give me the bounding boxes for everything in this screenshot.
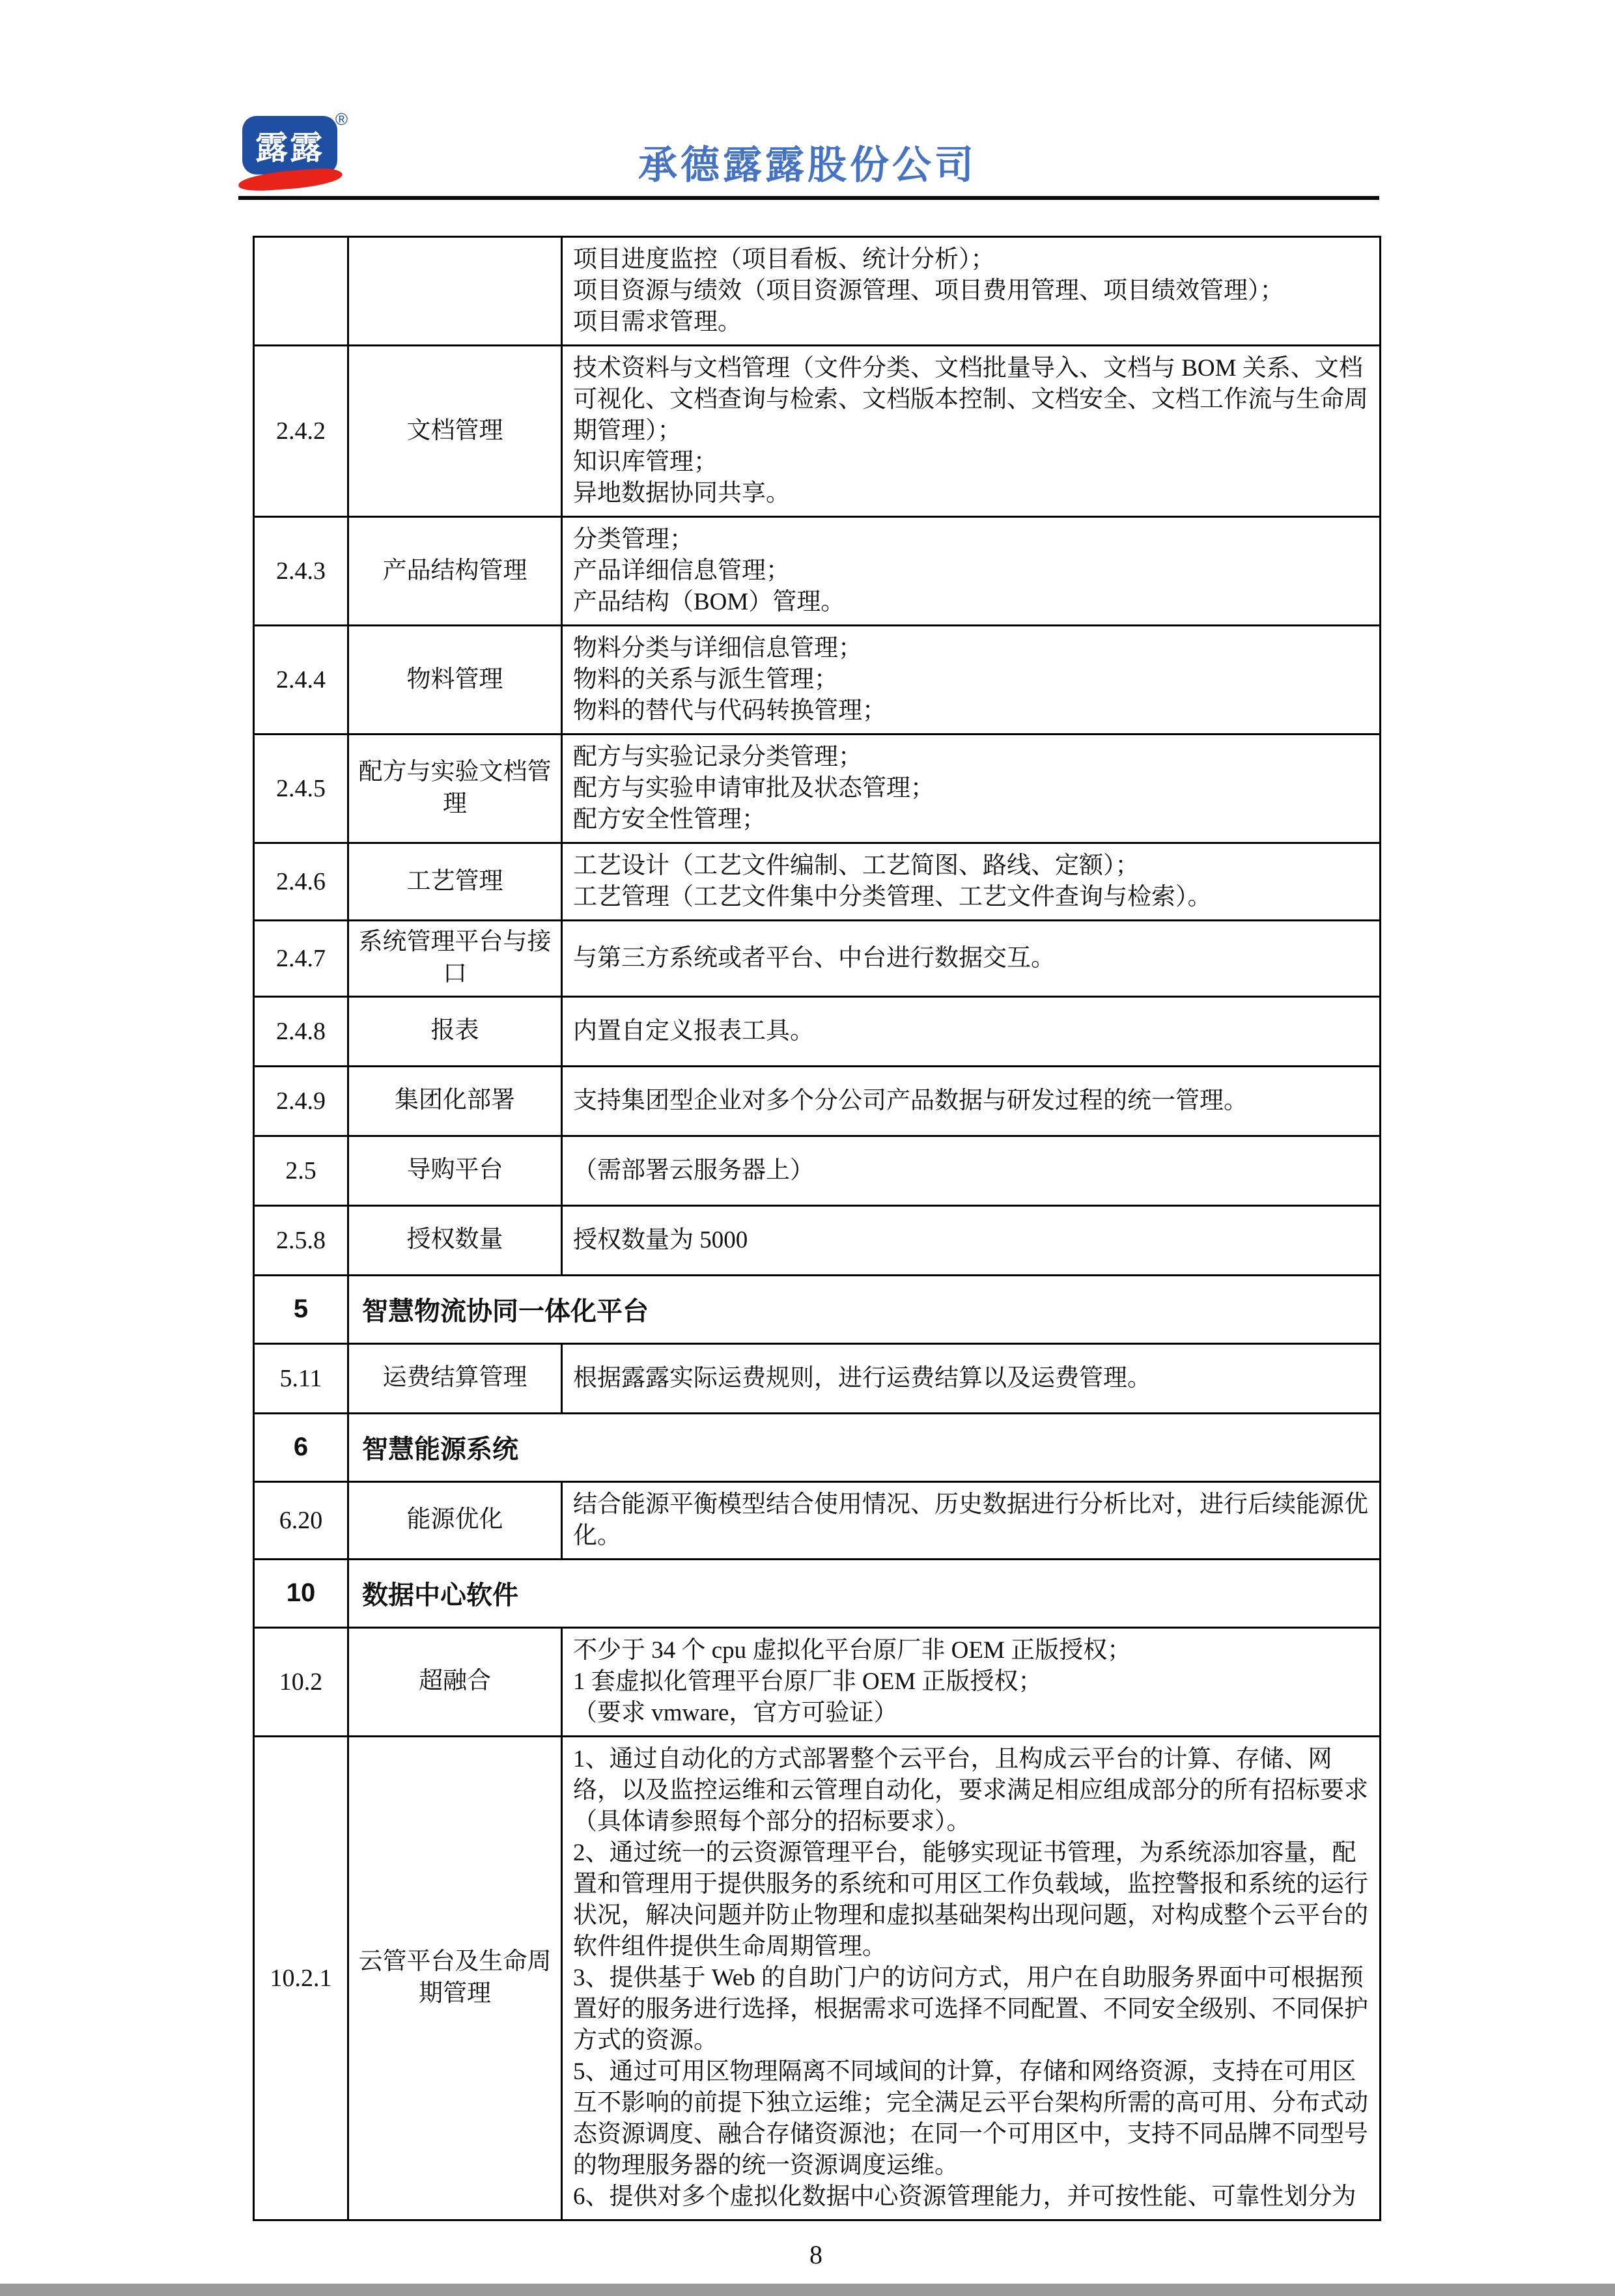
desc-paragraph: 支持集团型企业对多个分公司产品数据与研发过程的统一管理。	[573, 1087, 1248, 1114]
item-desc-cell	[562, 1136, 1381, 1205]
desc-paragraph: 6、提供对多个虚拟化数据中心资源管理能力，并可按性能、可靠性划分为	[573, 2183, 1356, 2210]
desc-paragraph: 项目资源与绩效（项目资源管理、项目费用管理、项目绩效管理）；	[573, 277, 1284, 304]
row-number-cell: 10.2	[254, 1627, 348, 1736]
desc-paragraph: 配方安全性管理；	[573, 806, 766, 833]
item-desc-cell	[562, 626, 1381, 735]
desc-paragraph: 知识库管理；	[573, 449, 718, 475]
table-row	[254, 1136, 1381, 1205]
item-name-cell: 工艺管理	[348, 843, 562, 921]
desc-paragraph: 异地数据协同共享。	[573, 480, 790, 507]
desc-paragraph: （需部署云服务器上）	[573, 1156, 814, 1184]
item-desc-cell	[562, 843, 1381, 921]
page-title: 承德露露股份公司	[638, 143, 977, 187]
desc-paragraph: 产品详细信息管理；	[573, 557, 790, 584]
item-desc-cell	[562, 1481, 1381, 1559]
item-name-cell: 集团化部署	[348, 1066, 562, 1136]
desc-paragraph: 项目进度监控（项目看板、统计分析）；	[573, 246, 995, 273]
row-number-cell: 2.4.8	[254, 996, 348, 1066]
desc-paragraph: 技术资料与文档管理（文件分类、文档批量导入、文档与 BOM 关系、文档可视化、文档查询与检索、文档版本控制、文档安全、文档工作流与生命周期管理）；	[573, 355, 1368, 444]
item-desc-cell	[562, 1736, 1381, 2220]
desc-paragraph: 物料的关系与派生管理；	[573, 666, 838, 693]
registered-mark-icon: ®	[335, 109, 348, 129]
desc-paragraph: 物料分类与详细信息管理；	[573, 635, 862, 662]
desc-paragraph: 5、通过可用区物理隔离不同域间的计算，存储和网络资源，支持在可用区互不影响的前提下独立运维；完全满足云平台架构所需的高可用、分布式动态资源调度、融合存储资源池；在同一个可用区中，支持不同品牌不同型号的物理服务器的统一资源调度运维。	[573, 2058, 1368, 2179]
row-number-cell: 2.4.2	[254, 346, 348, 517]
item-name-cell: 授权数量	[348, 1205, 562, 1275]
item-name-cell: 导购平台	[348, 1136, 562, 1205]
item-name-cell: 文档管理	[348, 346, 562, 517]
section-title-cell: 智慧物流协同一体化平台	[348, 1275, 1381, 1343]
table-row	[254, 517, 1381, 626]
desc-paragraph: 3、提供基于 Web 的自助门户的访问方式，用户在自助服务界面中可根据预置好的服务进行选择，根据需求可选择不同配置、不同安全级别、不同保护方式的资源。	[573, 1964, 1368, 2054]
row-number-cell: 2.5.8	[254, 1205, 348, 1275]
desc-paragraph: 项目需求管理。	[573, 309, 742, 335]
item-name-cell	[348, 237, 562, 346]
desc-paragraph: 分类管理；	[573, 526, 694, 553]
item-desc-cell	[562, 1343, 1381, 1413]
page-number: 8	[809, 2239, 822, 2269]
desc-paragraph: 2、通过统一的云资源管理平台，能够实现证书管理，为系统添加容量，配置和管理用于提供服务的系统和可用区工作负载域，监控警报和系统的运行状况，解决问题并防止物理和虚拟基础架构出现问题，对构成整个云平台的软件组件提供生命周期管理。	[573, 1839, 1368, 1960]
item-name-cell: 物料管理	[348, 626, 562, 735]
desc-paragraph: 配方与实验申请审批及状态管理；	[573, 775, 934, 802]
row-number-cell: 2.4.5	[254, 735, 348, 843]
table-row	[254, 1481, 1381, 1559]
item-desc-cell	[562, 1205, 1381, 1275]
requirements-table	[253, 236, 1381, 2221]
row-number-cell: 2.4.6	[254, 843, 348, 921]
table-row	[254, 1627, 1381, 1736]
row-number-cell: 2.4.4	[254, 626, 348, 735]
desc-paragraph: 内置自定义报表工具。	[573, 1017, 814, 1044]
row-number-cell: 10	[254, 1559, 348, 1627]
table-row	[254, 626, 1381, 735]
item-name-cell: 能源优化	[348, 1481, 562, 1559]
section-row	[254, 1275, 1381, 1343]
row-number-cell	[254, 237, 348, 346]
item-desc-cell	[562, 237, 1381, 346]
desc-paragraph: 工艺管理（工艺文件集中分类管理、工艺文件查询与检索）。	[573, 884, 1212, 910]
row-number-cell: 10.2.1	[254, 1736, 348, 2220]
desc-paragraph: 1 套虚拟化管理平台原厂非 OEM 正版授权；	[573, 1668, 1043, 1695]
section-row	[254, 1413, 1381, 1481]
row-number-cell: 2.4.3	[254, 517, 348, 626]
desc-paragraph: 结合能源平衡模型结合使用情况、历史数据进行分析比对，进行后续能源优化。	[573, 1491, 1368, 1549]
row-number-cell: 5	[254, 1275, 348, 1343]
item-name-cell: 报表	[348, 996, 562, 1066]
row-number-cell: 6.20	[254, 1481, 348, 1559]
item-desc-cell	[562, 921, 1381, 997]
table-row	[254, 1343, 1381, 1413]
content-area	[253, 236, 1379, 2296]
table-row	[254, 1736, 1381, 2220]
desc-paragraph: 产品结构（BOM）管理。	[573, 589, 845, 615]
desc-paragraph: 授权数量为 5000	[573, 1226, 748, 1253]
row-number-cell: 5.11	[254, 1343, 348, 1413]
table-row	[254, 1066, 1381, 1136]
item-desc-cell	[562, 1627, 1381, 1736]
table-row	[254, 843, 1381, 921]
desc-paragraph: （要求 vmware，官方可验证）	[573, 1699, 898, 1726]
table-row	[254, 996, 1381, 1066]
desc-paragraph: 物料的替代与代码转换管理；	[573, 697, 886, 724]
item-name-cell: 超融合	[348, 1627, 562, 1736]
item-name-cell: 云管平台及生命周期管理	[348, 1736, 562, 2220]
item-name-cell: 配方与实验文档管理	[348, 735, 562, 843]
table-row	[254, 921, 1381, 997]
section-row	[254, 1559, 1381, 1627]
section-title-cell: 数据中心软件	[348, 1559, 1381, 1627]
item-name-cell: 系统管理平台与接口	[348, 921, 562, 997]
row-number-cell: 2.4.7	[254, 921, 348, 997]
desc-paragraph: 配方与实验记录分类管理；	[573, 744, 862, 770]
item-name-cell: 运费结算管理	[348, 1343, 562, 1413]
desc-paragraph: 不少于 34 个 cpu 虚拟化平台原厂非 OEM 正版授权；	[573, 1636, 1132, 1664]
item-name-cell: 产品结构管理	[348, 517, 562, 626]
section-title-cell: 智慧能源系统	[348, 1413, 1381, 1481]
row-number-cell: 2.4.9	[254, 1066, 348, 1136]
row-number-cell: 2.5	[254, 1136, 348, 1205]
table-row	[254, 346, 1381, 517]
table-row	[254, 237, 1381, 346]
row-number-cell: 6	[254, 1413, 348, 1481]
item-desc-cell	[562, 1066, 1381, 1136]
table-row	[254, 1205, 1381, 1275]
desc-paragraph: 1、通过自动化的方式部署整个云平台，且构成云平台的计算、存储、网络，以及监控运维和云管理自动化，要求满足相应组成部分的所有招标要求（具体请参照每个部分的招标要求）。	[573, 1745, 1368, 1835]
header-rule	[238, 196, 1379, 200]
logo-text: 露露	[255, 130, 324, 166]
desc-paragraph: 与第三方系统或者平台、中台进行数据交互。	[573, 944, 1055, 972]
desc-paragraph: 根据露露实际运费规则，进行运费结算以及运费管理。	[573, 1364, 1151, 1392]
desc-paragraph: 工艺设计（工艺文件编制、工艺简图、路线、定额）；	[573, 852, 1140, 879]
item-desc-cell	[562, 996, 1381, 1066]
table-row	[254, 735, 1381, 843]
item-desc-cell	[562, 517, 1381, 626]
item-desc-cell	[562, 735, 1381, 843]
item-desc-cell	[562, 346, 1381, 517]
